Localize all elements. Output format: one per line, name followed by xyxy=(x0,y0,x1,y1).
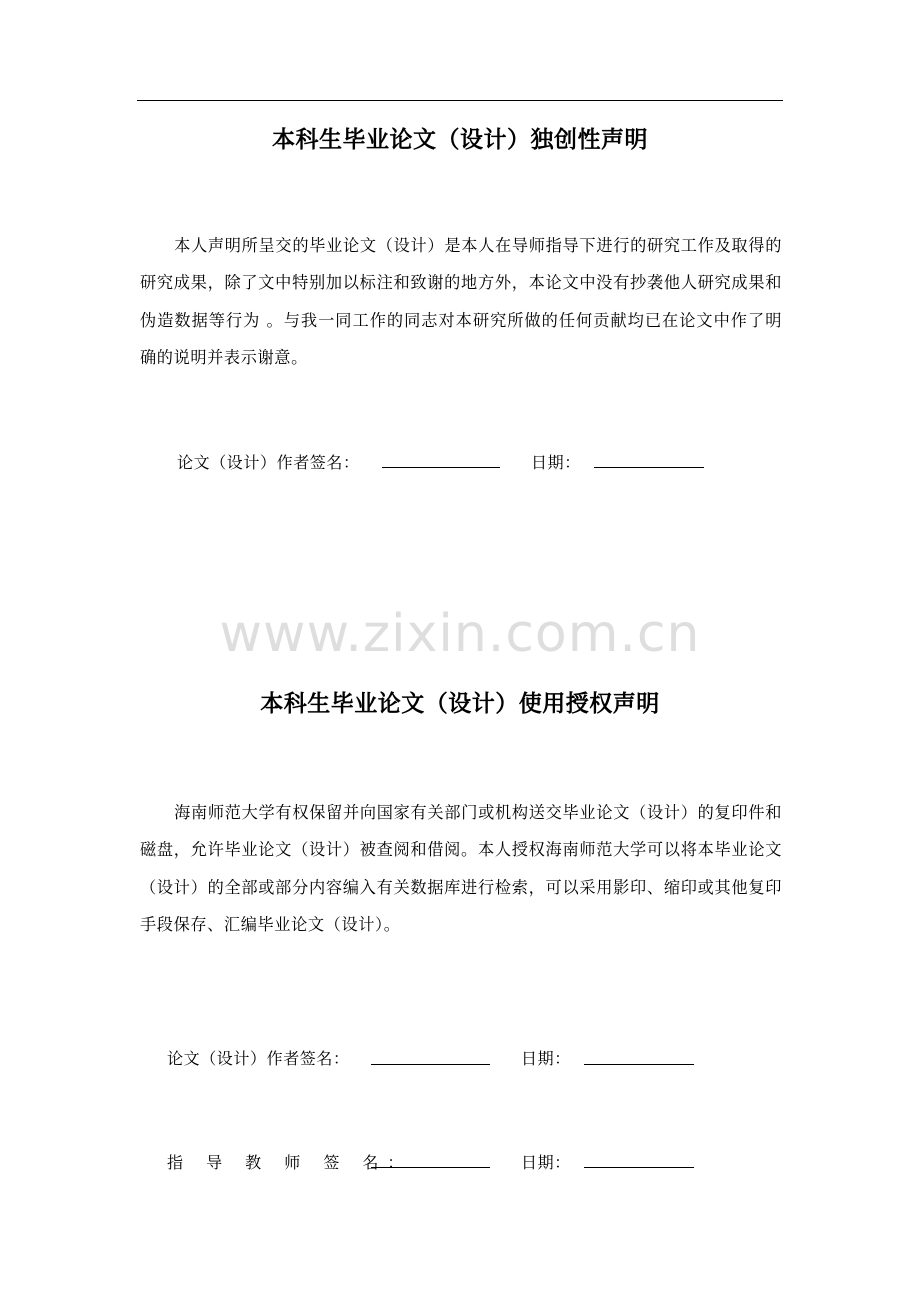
date-field[interactable] xyxy=(594,467,704,468)
advisor-signature-label: 指 导 教 师 签 名： xyxy=(167,1153,413,1172)
authorization-author-signature-label: 论文（设计）作者签名： xyxy=(167,1049,350,1068)
authorization-declaration-paragraph xyxy=(140,794,782,943)
authorization-declaration-title: 本科生毕业论文（设计）使用授权声明 xyxy=(260,691,660,717)
author-signature-field[interactable] xyxy=(382,467,500,468)
advisor-signature-field[interactable] xyxy=(371,1167,490,1168)
originality-declaration-text: 本人声明所呈交的毕业论文（设计）是本人在导师指导下进行的研究工作及取得的研究成果，除了文中特别加以标注和致谢的地方外，本论文中没有抄袭他人研究成果和伪造数据等行为 。与我一同工作的同志对本研究所做的任何贡献均已在论文中作了明确的说明并表示谢意。 xyxy=(140,236,782,367)
authorization-author-date-field[interactable] xyxy=(584,1064,694,1065)
originality-declaration-paragraph xyxy=(140,227,782,376)
originality-declaration-title: 本科生毕业论文（设计）独创性声明 xyxy=(272,127,648,153)
authorization-author-date-label: 日期： xyxy=(521,1049,571,1068)
date-label: 日期： xyxy=(531,453,581,472)
author-signature-label: 论文（设计）作者签名： xyxy=(177,453,360,472)
watermark: www.zixin.com.cn xyxy=(219,604,701,664)
advisor-date-label: 日期： xyxy=(521,1153,571,1172)
header-rule xyxy=(137,100,783,101)
authorization-declaration-text: 海南师范大学有权保留并向国家有关部门或机构送交毕业论文（设计）的复印件和磁盘，允许毕业论文（设计）被查阅和借阅。本人授权海南师范大学可以将本毕业论文（设计）的全部或部分内容编入有关数据库进行检索，可以采用影印、缩印或其他复印手段保存、汇编毕业论文（设计）。 xyxy=(140,803,782,934)
authorization-author-signature-field[interactable] xyxy=(371,1064,490,1065)
advisor-date-field[interactable] xyxy=(584,1167,694,1168)
